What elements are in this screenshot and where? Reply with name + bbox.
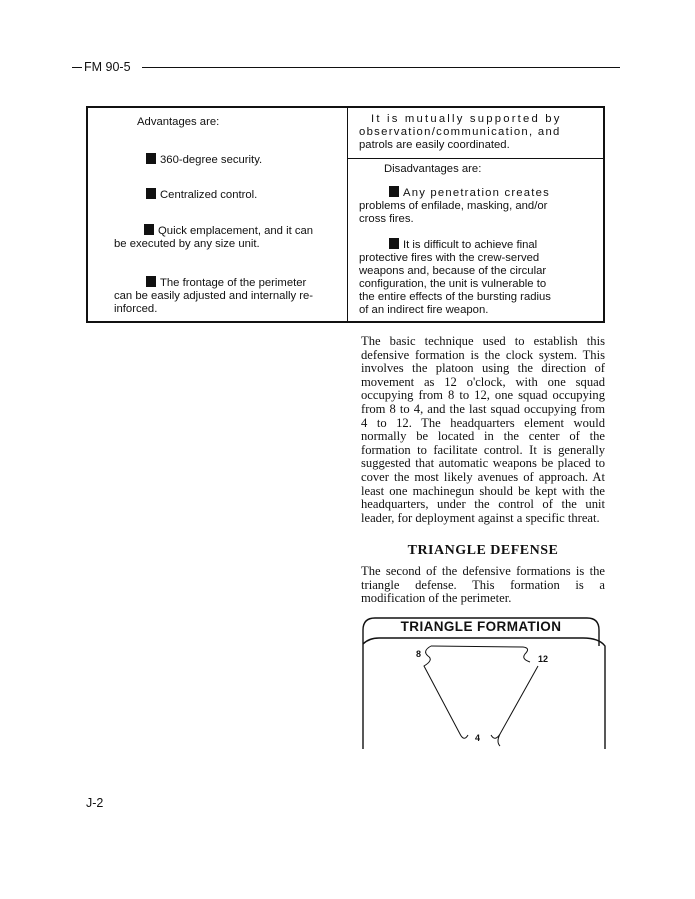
square-bullet-icon — [146, 153, 156, 164]
advantage-item: Centralized control. — [146, 188, 257, 202]
disadvantage-item: Any penetration creates problems of enfilade, masking, and/or cross fires. — [359, 187, 550, 225]
clock-label-8: 8 — [416, 649, 422, 659]
advantage-item: The frontage of the perimeter can be easily adjusted and internally re- inforced. — [114, 277, 314, 315]
triangle-formation-figure — [355, 616, 607, 749]
disadvantages-heading: Disadvantages are: — [384, 163, 482, 175]
square-bullet-icon — [146, 188, 156, 199]
header-rule — [142, 67, 620, 68]
advantage-item: 360-degree security. — [146, 153, 262, 167]
triangle-formation-diagram — [355, 616, 607, 749]
square-bullet-icon — [389, 238, 399, 249]
table-horizontal-divider — [348, 158, 603, 159]
advantages-disadvantages-table — [86, 106, 605, 323]
header-dash — [72, 67, 82, 68]
clock-label-12: 12 — [538, 654, 549, 664]
advantages-heading: Advantages are: — [137, 116, 220, 128]
square-bullet-icon — [146, 276, 156, 287]
page-number: J-2 — [86, 796, 104, 810]
square-bullet-icon — [144, 224, 154, 235]
table-vertical-divider — [347, 108, 348, 321]
section-heading: TRIANGLE DEFENSE — [407, 543, 559, 558]
advantage-item: Quick emplacement, and it can be executed by any size unit. — [114, 225, 314, 250]
square-bullet-icon — [389, 186, 399, 197]
clock-system-paragraph: The basic technique used to establish this defensive formation is the clock system. This involves the platoon using the direction of movement as 12 o'clock, with one squad occupying from 8 to 12, one squad occupying from 8 to 4, and the last squad occupying from 4 to 12. The headquarters element would normally be located in the center of the formation to facilitate control. It is generally suggested that automatic weapons be placed to cover the most likely avenues of approach. At least one machinegun should be kept with the headquarters, under the control of the unit leader, for deployment against a specific threat. — [361, 334, 605, 525]
clock-label-4: 4 — [475, 733, 481, 743]
triangle-defense-paragraph: The second of the defensive formations is the triangle defense. This formation is a modification of the perimeter. — [361, 564, 605, 606]
manual-title: FM 90-5 — [84, 60, 131, 74]
figure-title: TRIANGLE FORMATION — [400, 619, 562, 634]
page-header — [72, 60, 620, 76]
advantage-continued: It is mutually supported by observation/communication, and patrols are easily coordinated. — [359, 113, 562, 151]
disadvantage-item: It is difficult to achieve final protective fires with the crew-served weapons and, because of the circular configuration, the unit is vulnerable to the entire effects of the bursting radius of an indirect fire weapon. — [359, 239, 551, 316]
